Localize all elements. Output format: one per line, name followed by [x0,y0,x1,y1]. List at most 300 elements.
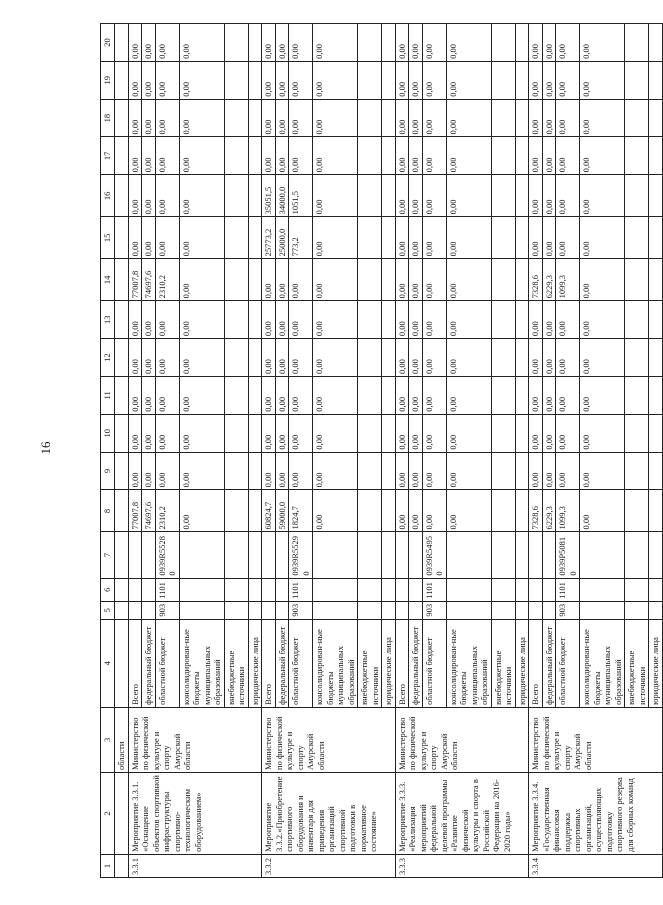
value-cell [491,61,515,99]
value-cell: 0,00 [142,414,156,452]
value-cell: 0,00 [556,217,580,259]
code-grbs [409,601,423,619]
value-cell: 0,00 [142,217,156,259]
value-cell [224,414,248,452]
value-cell: 0,00 [529,217,543,259]
code-grbs [313,601,358,619]
value-cell: 0,00 [580,490,625,532]
value-cell: 0,00 [289,301,313,339]
value-cell [248,217,262,259]
value-cell: 0,00 [529,414,543,452]
value-cell [382,376,396,414]
value-cell: 0,00 [409,414,423,452]
table-cell [115,339,129,377]
column-number-4: 4 [101,619,115,707]
value-cell [625,175,649,217]
value-cell [248,24,262,62]
value-cell: 0,00 [556,376,580,414]
value-cell: 0,00 [289,414,313,452]
code-target [262,532,276,578]
value-cell [625,61,649,99]
code-section [275,578,289,601]
code-section [179,578,224,601]
value-cell: 0,00 [128,301,142,339]
value-cell: 0,00 [179,490,224,532]
value-cell: 0,00 [128,452,142,490]
code-section [529,578,543,601]
value-cell [491,175,515,217]
value-cell: 0,00 [142,99,156,137]
value-cell: 0,00 [446,490,491,532]
code-grbs [542,601,556,619]
value-cell [649,259,663,301]
value-cell: 0,00 [422,137,446,175]
value-cell: 0,00 [155,414,179,452]
value-cell [491,259,515,301]
column-number-8: 8 [101,490,115,532]
value-cell [382,259,396,301]
value-cell: 0,00 [179,61,224,99]
value-cell: 0,00 [556,61,580,99]
value-cell [382,137,396,175]
value-cell [224,452,248,490]
value-cell: 0,00 [446,301,491,339]
value-cell: 1051,5 [289,175,313,217]
table-cell [115,137,129,175]
value-cell: 0,00 [262,259,276,301]
value-cell [248,490,262,532]
code-grbs [649,601,663,619]
value-cell: 0,00 [409,301,423,339]
value-cell [491,99,515,137]
value-cell [625,259,649,301]
value-cell [491,24,515,62]
value-cell: 0,00 [142,339,156,377]
section-name: Мероприятие 3.3.4. «Государственная финансовая поддержка спортивных организаций, осуществляющих подготовку спортивного резерва для сборных команд [529,772,663,854]
value-cell: 0,00 [142,301,156,339]
value-cell: 0,00 [155,452,179,490]
value-cell: 0,00 [155,24,179,62]
value-cell: 0,00 [155,137,179,175]
value-cell: 0,00 [422,414,446,452]
code-grbs [128,601,142,619]
value-cell: 0,00 [446,137,491,175]
value-cell: 0,00 [155,99,179,137]
value-cell [248,175,262,217]
column-number-19: 19 [101,61,115,99]
value-cell [515,339,529,377]
value-cell [248,99,262,137]
value-cell: 1099,3 [556,490,580,532]
value-cell: 0,00 [556,301,580,339]
value-cell [224,99,248,137]
table-cell [115,532,129,578]
column-number-6: 6 [101,578,115,601]
funding-source: юридические лица [515,619,529,707]
value-cell [248,137,262,175]
value-cell: 0,00 [179,452,224,490]
value-cell: 0,00 [142,376,156,414]
code-grbs [358,601,382,619]
column-number-17: 17 [101,137,115,175]
value-cell: 0,00 [580,452,625,490]
column-number-10: 10 [101,414,115,452]
code-target [275,532,289,578]
value-cell: 0,00 [422,175,446,217]
value-cell [515,137,529,175]
value-cell [382,175,396,217]
value-cell [515,217,529,259]
value-cell [382,452,396,490]
value-cell: 77007,8 [128,259,142,301]
value-cell: 0,00 [580,99,625,137]
value-cell [382,414,396,452]
table-cell [115,414,129,452]
value-cell [358,217,382,259]
value-cell: 0,00 [580,175,625,217]
value-cell: 74697,6 [142,259,156,301]
value-cell: 0,00 [556,137,580,175]
value-cell: 0,00 [422,301,446,339]
value-cell: 0,00 [580,339,625,377]
column-number-row [101,24,115,878]
value-cell: 0,00 [262,376,276,414]
value-cell: 59000,0 [275,490,289,532]
value-cell: 0,00 [128,217,142,259]
table-cell: области [115,707,129,772]
value-cell: 0,00 [155,339,179,377]
value-cell: 0,00 [128,175,142,217]
code-grbs [248,601,262,619]
value-cell: 0,00 [542,99,556,137]
section-executor: Министерство по физической культуре и спорту Амурской области [262,707,396,772]
value-cell [248,452,262,490]
table-cell [115,376,129,414]
value-cell: 0,00 [395,301,409,339]
value-cell: 0,00 [446,99,491,137]
code-section [224,578,248,601]
value-cell: 0,00 [542,175,556,217]
value-cell: 0,00 [179,175,224,217]
value-cell [649,414,663,452]
value-cell: 0,00 [529,301,543,339]
table-cell [115,601,129,619]
funding-source: юридические лица [649,619,663,707]
value-cell: 0,00 [155,217,179,259]
value-cell: 0,00 [262,61,276,99]
value-cell: 6229,3 [542,259,556,301]
table-cell [115,175,129,217]
funding-source: Всего [529,619,543,707]
funding-source: Всего [262,619,276,707]
value-cell: 0,00 [395,490,409,532]
table-cell [115,772,129,854]
funding-source: внебюджетные источники [224,619,248,707]
value-cell: 0,00 [395,175,409,217]
value-cell [515,61,529,99]
value-cell [224,490,248,532]
value-cell: 0,00 [556,414,580,452]
value-cell: 0,00 [395,414,409,452]
value-cell: 0,00 [556,452,580,490]
section-id: 3.3.2 [262,854,396,877]
value-cell: 0,00 [542,217,556,259]
value-cell: 0,00 [289,452,313,490]
value-cell [491,490,515,532]
value-cell: 0,00 [422,376,446,414]
value-cell: 7328,6 [529,490,543,532]
value-cell: 25000,0 [275,217,289,259]
value-cell: 0,00 [556,175,580,217]
table-cell [115,578,129,601]
value-cell: 0,00 [422,217,446,259]
value-cell [248,339,262,377]
value-cell [358,61,382,99]
value-cell: 0,00 [142,175,156,217]
value-cell: 0,00 [542,339,556,377]
table-cell [115,301,129,339]
table-cell [115,61,129,99]
code-target [248,532,262,578]
value-cell [491,376,515,414]
value-cell: 0,00 [446,217,491,259]
value-cell: 0,00 [289,376,313,414]
value-cell [248,259,262,301]
code-section [248,578,262,601]
funding-source: юридические лица [382,619,396,707]
value-cell: 0,00 [542,414,556,452]
value-cell [224,175,248,217]
column-number-3: 3 [101,707,115,772]
value-cell: 0,00 [155,376,179,414]
code-grbs [529,601,543,619]
code-section [649,578,663,601]
table-cell [115,217,129,259]
value-cell [649,137,663,175]
value-cell: 0,00 [262,24,276,62]
code-section [313,578,358,601]
value-cell [491,452,515,490]
funding-source: федеральный бюджет [142,619,156,707]
value-cell [382,339,396,377]
value-cell [248,376,262,414]
column-number-11: 11 [101,376,115,414]
value-cell: 0,00 [155,175,179,217]
value-cell: 0,00 [313,259,358,301]
value-cell [515,175,529,217]
table-row [395,24,409,878]
value-cell: 0,00 [395,137,409,175]
code-target [409,532,423,578]
code-target [382,532,396,578]
value-cell: 0,00 [289,61,313,99]
column-number-12: 12 [101,339,115,377]
code-section: 1101 [422,578,446,601]
code-grbs: 903 [422,601,446,619]
column-number-14: 14 [101,259,115,301]
value-cell: 6229,3 [542,490,556,532]
code-section [358,578,382,601]
code-section [580,578,625,601]
value-cell [224,137,248,175]
value-cell [491,217,515,259]
code-target: 0939R54950 [422,532,446,578]
value-cell: 0,00 [155,301,179,339]
value-cell [248,414,262,452]
code-grbs: 903 [289,601,313,619]
value-cell [515,414,529,452]
value-cell: 0,00 [179,99,224,137]
value-cell [515,259,529,301]
code-target [224,532,248,578]
column-number-2: 2 [101,772,115,854]
value-cell: 0,00 [422,490,446,532]
continuation-row [115,24,129,878]
value-cell: 0,00 [395,452,409,490]
value-cell: 0,00 [289,99,313,137]
value-cell [382,217,396,259]
code-target [529,532,543,578]
value-cell [515,301,529,339]
code-grbs [446,601,491,619]
code-target [625,532,649,578]
code-grbs [580,601,625,619]
funding-source: внебюджетные источники [625,619,649,707]
code-section [128,578,142,601]
table-row [529,24,543,878]
value-cell: 0,00 [142,137,156,175]
value-cell [224,24,248,62]
value-cell: 0,00 [395,24,409,62]
code-target [128,532,142,578]
code-target [313,532,358,578]
value-cell: 0,00 [422,61,446,99]
code-section: 1101 [289,578,313,601]
value-cell [358,339,382,377]
table-cell [115,452,129,490]
value-cell [625,24,649,62]
value-cell: 0,00 [542,137,556,175]
value-cell [515,24,529,62]
code-section [409,578,423,601]
value-cell: 0,00 [179,137,224,175]
value-cell: 0,00 [446,61,491,99]
value-cell [358,259,382,301]
code-grbs [275,601,289,619]
value-cell: 0,00 [446,259,491,301]
value-cell: 0,00 [313,61,358,99]
value-cell [358,452,382,490]
value-cell: 0,00 [395,376,409,414]
value-cell: 0,00 [289,24,313,62]
code-target [142,532,156,578]
value-cell [649,452,663,490]
table-cell [115,24,129,62]
value-cell [224,259,248,301]
value-cell: 77007,8 [128,490,142,532]
value-cell: 0,00 [446,175,491,217]
value-cell [515,490,529,532]
code-target [395,532,409,578]
value-cell [649,490,663,532]
value-cell: 0,00 [313,137,358,175]
value-cell [382,99,396,137]
code-target [491,532,515,578]
value-cell: 0,00 [409,24,423,62]
value-cell: 0,00 [529,339,543,377]
value-cell: 0,00 [529,452,543,490]
value-cell: 0,00 [155,61,179,99]
funding-source: консолидирован-ные бюджеты муниципальных образований [446,619,491,707]
table-cell [115,854,129,877]
value-cell [625,452,649,490]
funding-source: областной бюджет [422,619,446,707]
value-cell: 0,00 [313,175,358,217]
table-cell [115,619,129,707]
value-cell [625,339,649,377]
value-cell [625,490,649,532]
value-cell: 0,00 [313,376,358,414]
code-grbs [224,601,248,619]
value-cell: 0,00 [529,24,543,62]
value-cell [649,376,663,414]
value-cell [649,99,663,137]
value-cell: 0,00 [142,452,156,490]
value-cell: 0,00 [313,217,358,259]
value-cell: 0,00 [409,259,423,301]
value-cell: 0,00 [179,301,224,339]
value-cell: 0,00 [313,414,358,452]
value-cell: 0,00 [422,259,446,301]
value-cell: 0,00 [275,61,289,99]
column-number-15: 15 [101,217,115,259]
value-cell: 0,00 [409,61,423,99]
value-cell: 0,00 [142,61,156,99]
value-cell: 0,00 [275,137,289,175]
value-cell: 0,00 [128,339,142,377]
value-cell: 0,00 [446,376,491,414]
value-cell: 0,00 [275,24,289,62]
value-cell: 0,00 [128,414,142,452]
value-cell [358,175,382,217]
code-section [491,578,515,601]
value-cell: 0,00 [529,175,543,217]
funding-source: областной бюджет [289,619,313,707]
value-cell [248,301,262,339]
value-cell: 0,00 [179,217,224,259]
value-cell: 0,00 [313,452,358,490]
value-cell [358,376,382,414]
value-cell: 0,00 [529,137,543,175]
value-cell [224,301,248,339]
value-cell: 0,00 [446,24,491,62]
value-cell [358,490,382,532]
value-cell [224,339,248,377]
value-cell [382,490,396,532]
value-cell: 0,00 [262,99,276,137]
code-target [542,532,556,578]
table-cell [115,99,129,137]
code-section [515,578,529,601]
code-target [179,532,224,578]
funding-source: консолидирован-ные бюджеты муниципальных образований [580,619,625,707]
funding-source: Всего [128,619,142,707]
value-cell: 0,00 [395,339,409,377]
code-target: 0939P50810 [556,532,580,578]
column-number-16: 16 [101,175,115,217]
value-cell: 0,00 [128,24,142,62]
column-number-7: 7 [101,532,115,578]
